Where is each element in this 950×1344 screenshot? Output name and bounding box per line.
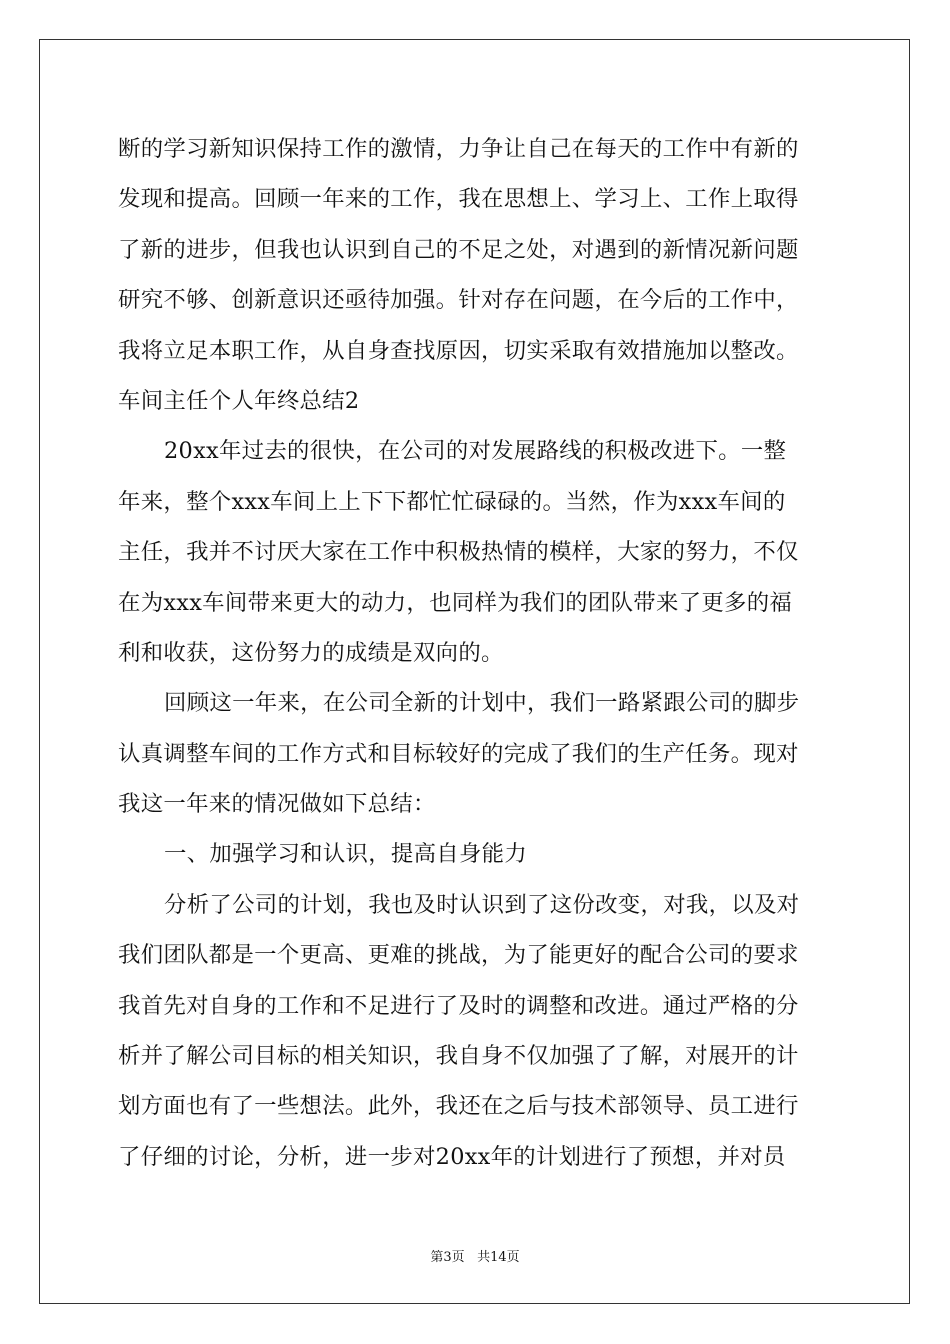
text-line: 主任，我并不讨厌大家在工作中积极热情的模样，大家的努力，不仅 — [118, 539, 799, 566]
text-line: 断的学习新知识保持工作的激情，力争让自己在每天的工作中有新的 — [118, 136, 799, 162]
document-body — [118, 131, 838, 1189]
text-line: 我将立足本职工作，从自身查找原因，切实采取有效措施加以整改。 — [118, 337, 799, 364]
page-number: 第3页 — [430, 1250, 465, 1265]
subsection-heading: 一、加强学习和认识，提高自身能力 — [164, 841, 528, 868]
text-line: 我们团队都是一个更高、更难的挑战，为了能更好的配合公司的要求 — [118, 942, 799, 969]
text-line: 研究不够、创新意识还亟待加强。针对存在问题，在今后的工作中， — [118, 287, 799, 314]
section-heading: 车间主任个人年终总结2 — [118, 387, 360, 414]
text-line: 分析了公司的计划，我也及时认识到了这份改变，对我，以及对 — [164, 891, 800, 918]
text-line: 了新的进步，但我也认识到自己的不足之处，对遇到的新情况新问题 — [118, 236, 799, 263]
page-footer — [0, 1246, 950, 1265]
text-line: 回顾这一年来，在公司全新的计划中，我们一路紧跟公司的脚步 — [164, 690, 800, 717]
text-line: 在为xxx车间带来更大的动力，也同样为我们的团队带来了更多的福 — [118, 589, 793, 616]
text-line: 利和收获，这份努力的成绩是双向的。 — [118, 639, 504, 666]
text-line: 划方面也有了一些想法。此外，我还在之后与技术部领导、员工进行 — [118, 1093, 799, 1120]
text-line: 发现和提高。回顾一年来的工作，我在思想上、学习上、工作上取得 — [118, 186, 799, 213]
text-line: 我这一年来的情况做如下总结： — [118, 791, 436, 818]
text-line: 析并了解公司目标的相关知识，我自身不仅加强了了解，对展开的计 — [118, 1043, 799, 1070]
text-line: 20xx年过去的很快，在公司的对发展路线的积极改进下。一整 — [164, 438, 787, 465]
text-line: 认真调整车间的工作方式和目标较好的完成了我们的生产任务。现对 — [118, 740, 799, 767]
text-line: 我首先对自身的工作和不足进行了及时的调整和改进。通过严格的分 — [118, 992, 799, 1019]
page-total: 共14页 — [477, 1250, 520, 1265]
text-line: 年来，整个xxx车间上上下下都忙忙碌碌的。当然，作为xxx车间的 — [118, 488, 786, 515]
text-line: 了仔细的讨论，分析，进一步对20xx年的计划进行了预想，并对员 — [118, 1143, 786, 1170]
